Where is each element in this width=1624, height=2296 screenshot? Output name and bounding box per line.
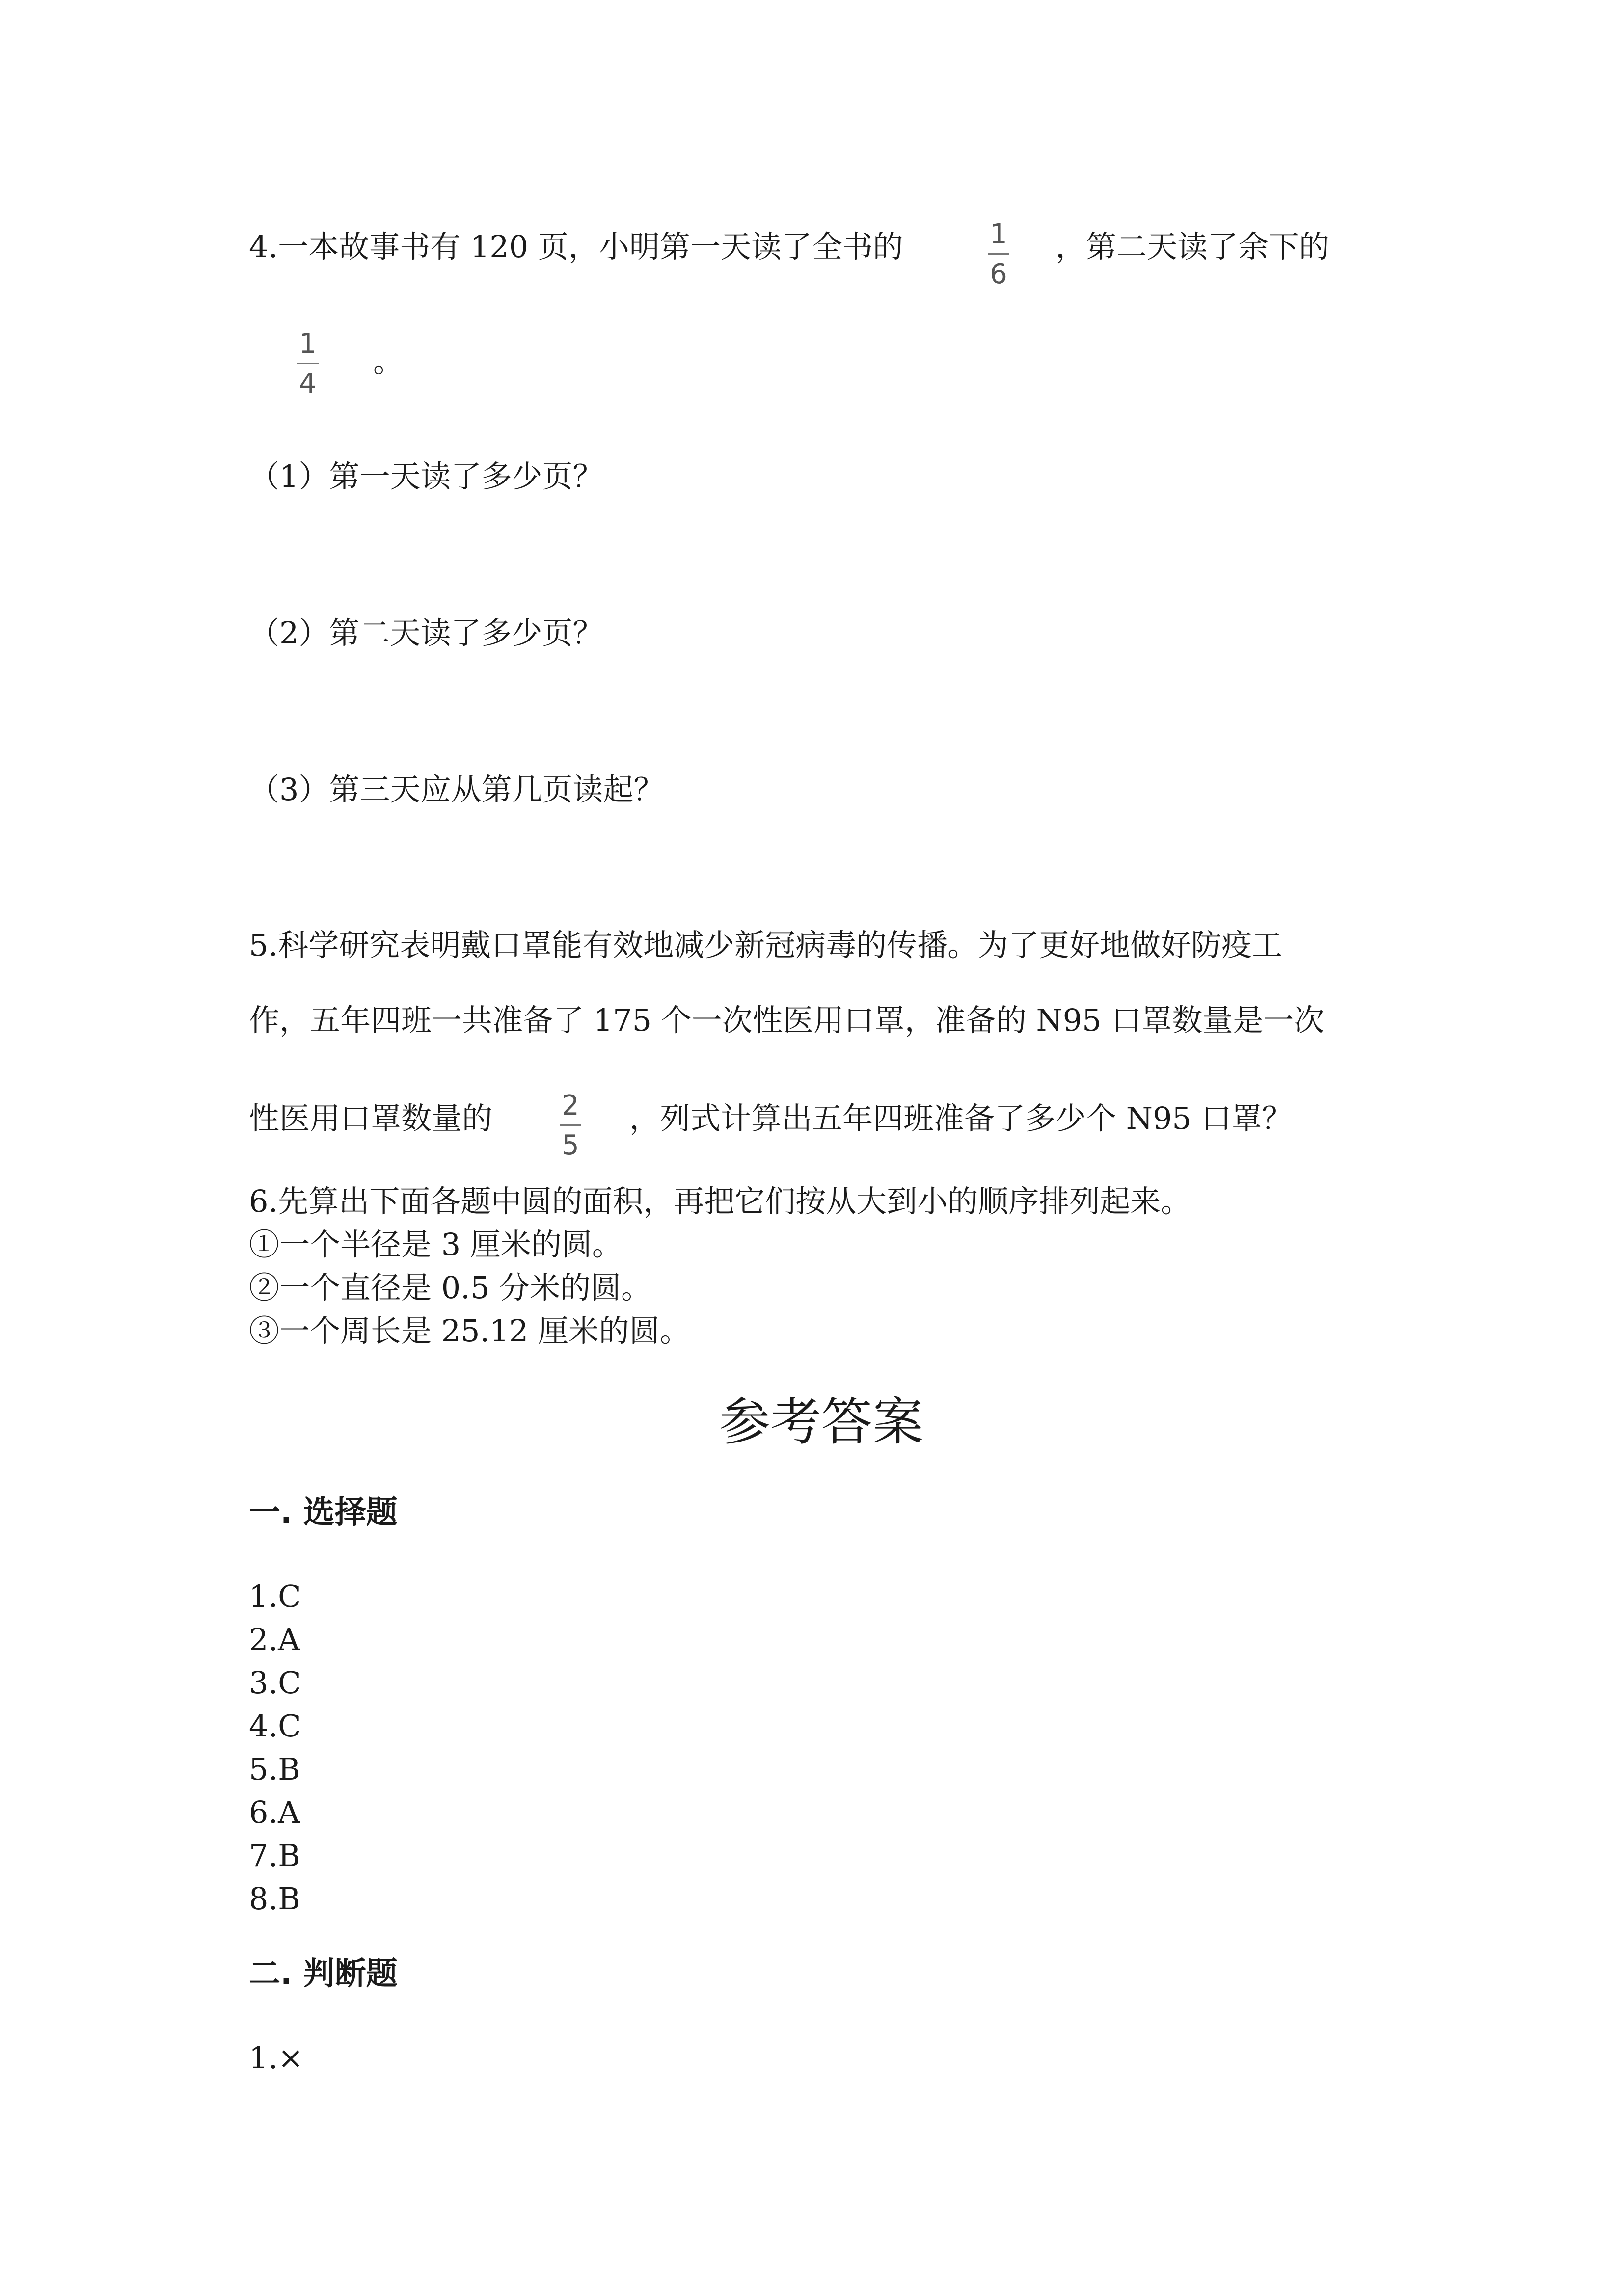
- q4-subquestion-1: （1）第一天读了多少页？: [249, 458, 603, 494]
- q4-line1-continuation: ，第二天读了余下的: [1056, 229, 1330, 265]
- choice-answer: 5.B: [249, 1751, 300, 1787]
- q5-line1: 5.科学研究表明戴口罩能有效地减少新冠病毒的传播。为了更好地做好防疫工: [249, 927, 1283, 963]
- choice-answer: 3.C: [249, 1665, 301, 1701]
- fraction-denominator: 6: [990, 258, 1007, 290]
- choice-answer: 1.C: [249, 1578, 301, 1614]
- q5-line2: 作，五年四班一共准备了 175 个一次性医用口罩，准备的 N95 口罩数量是一次: [249, 1002, 1325, 1038]
- section-heading-judge: 二. 判断题: [249, 1956, 398, 1992]
- judge-answer: 1.×: [249, 2040, 304, 2076]
- q6-item-3: ③一个周长是 25.12 厘米的圆。: [249, 1313, 690, 1349]
- fraction-numerator: 1: [990, 218, 1007, 250]
- choice-answer: 8.B: [249, 1881, 300, 1917]
- fraction-denominator: 5: [562, 1129, 579, 1161]
- answers-title: 参考答案: [719, 1392, 924, 1452]
- fraction-numerator: 1: [299, 328, 317, 360]
- fraction-bar: [988, 253, 1009, 255]
- q6-line1: 6.先算出下面各题中圆的面积，再把它们按从大到小的顺序排列起来。: [249, 1183, 1191, 1219]
- fraction-numerator: 2: [562, 1090, 579, 1121]
- fraction-bar: [560, 1124, 581, 1126]
- choice-answer: 7.B: [249, 1838, 300, 1873]
- q6-item-1: ①一个半径是 3 厘米的圆。: [249, 1227, 623, 1262]
- fraction-bar: [297, 363, 319, 364]
- q5-fraction-two-fifths: [560, 1092, 581, 1159]
- q6-item-2: ②一个直径是 0.5 分米的圆。: [249, 1270, 652, 1306]
- q4-subquestion-3: （3）第三天应从第几页读起？: [249, 772, 664, 807]
- fraction-denominator: 4: [299, 368, 317, 400]
- q4-line1-text: 4.一本故事书有 120 页，小明第一天读了全书的: [249, 229, 903, 265]
- q4-subquestion-2: （2）第二天读了多少页？: [249, 615, 603, 651]
- q5-line3-text: 性医用口罩数量的: [249, 1100, 493, 1136]
- q4-fraction-one-quarter: [297, 330, 319, 398]
- q5-line3-continuation: ，列式计算出五年四班准备了多少个 N95 口罩？: [629, 1100, 1293, 1136]
- choice-answer: 2.A: [249, 1622, 300, 1657]
- choice-answer: 4.C: [249, 1708, 301, 1744]
- q4-fraction-one-sixth: [988, 218, 1009, 290]
- section-heading-choice: 一. 选择题: [249, 1495, 398, 1531]
- q4-line2-period: 。: [373, 343, 404, 379]
- choice-answer: 6.A: [249, 1794, 300, 1830]
